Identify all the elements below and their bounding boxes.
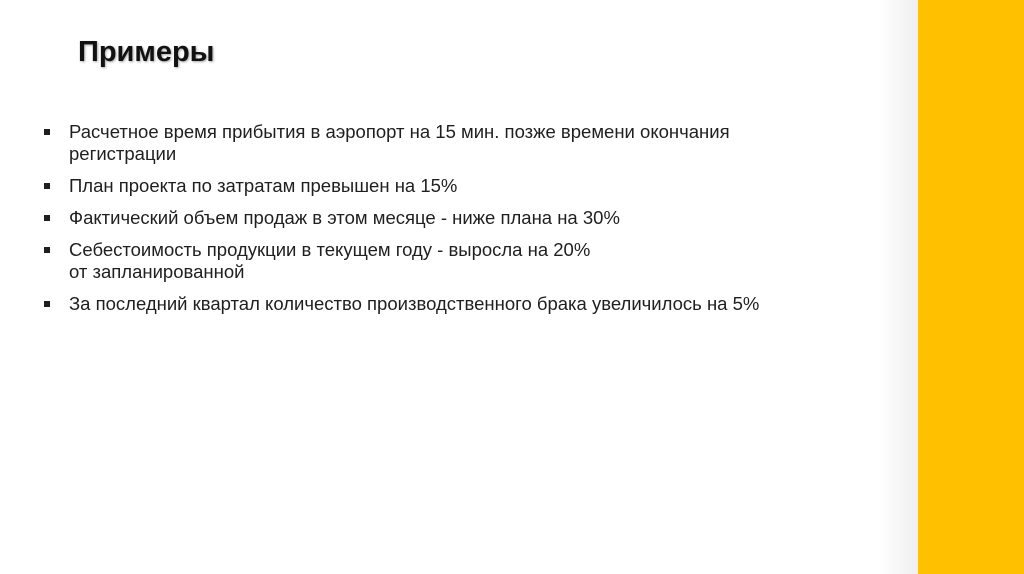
bullet-text-line: от запланированной [69, 261, 245, 282]
bullet-item [44, 175, 884, 197]
bullet-text-line: План проекта по затратам превышен на 15% [69, 175, 458, 196]
square-bullet-icon [44, 301, 50, 307]
bullet-text-line: Расчетное время прибытия в аэропорт на 15 мин. позже времени окончания [69, 121, 730, 142]
bullet-list [44, 121, 884, 325]
bullet-item [44, 121, 884, 165]
accent-bar [918, 0, 1024, 574]
square-bullet-icon [44, 129, 50, 135]
slide-title: Примеры [78, 36, 215, 68]
accent-bar-shadow [880, 0, 918, 574]
square-bullet-icon [44, 247, 50, 253]
bullet-item [44, 293, 884, 315]
bullet-text-line: За последний квартал количество производственного брака увеличилось на 5% [69, 293, 760, 314]
bullet-item [44, 239, 884, 283]
square-bullet-icon [44, 215, 50, 221]
bullet-text-line: Себестоимость продукции в текущем году - выросла на 20% [69, 239, 591, 260]
bullet-text-line: регистрации [69, 143, 177, 164]
bullet-item [44, 207, 884, 229]
square-bullet-icon [44, 183, 50, 189]
bullet-text-line: Фактический объем продаж в этом месяце - ниже плана на 30% [69, 207, 620, 228]
